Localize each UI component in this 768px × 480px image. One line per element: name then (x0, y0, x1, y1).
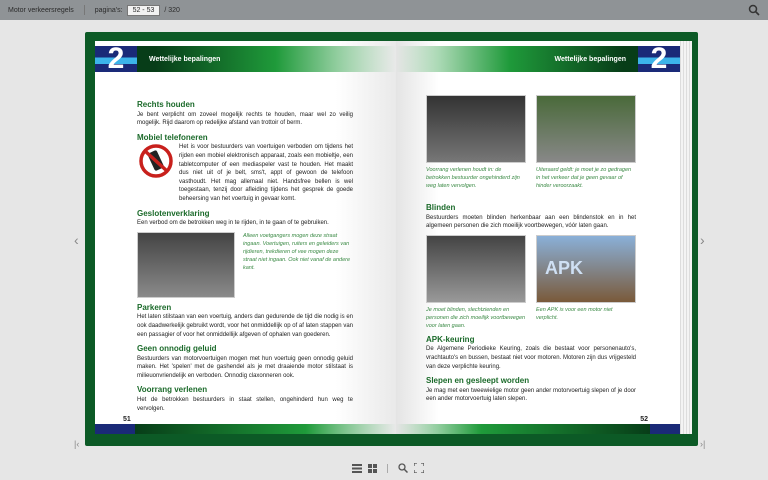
photo-caption: Een APK is voor een motor niet verplicht. (536, 306, 613, 321)
chapter-number: 2 (638, 46, 680, 72)
search-icon[interactable] (748, 4, 760, 16)
section-text: Je bent verplicht om zoveel mogelijk rechts te houden, maar wel zo veilig mogelijk. Rijd daarom op redelijke afstand van trottoir of berm. (137, 111, 353, 127)
pages-total: / 320 (164, 6, 180, 14)
photo-caption: Alleen voetgangers mogen deze straat ingaan. Voertuigen, ruiters en geleiders van rijdieren, trekdieren of vee mogen deze straat niet ingaan. Ook niet vanaf de andere kant. (243, 232, 351, 271)
section-text: De Algemene Periodieke Keuring, zoals die bestaat voor personenauto's, vrachtauto's en bussen, bestaat niet voor motoren. Motoren zijn dus vrijgesteld van deze verplichte keuring. (426, 346, 636, 370)
section-title: Parkeren (137, 302, 172, 312)
section-title: APK-keuring (426, 334, 475, 344)
header-title: Wettelijke bepalingen (149, 55, 221, 63)
photo-caption: Je moet blinden, slechtzienden en personen die zich moeilijk voortbewegen voor laten gaan. (426, 306, 526, 329)
book-title: Motor verkeersregels (8, 6, 74, 14)
no-phone-icon (137, 143, 175, 179)
last-page-button[interactable]: ›| (700, 439, 706, 449)
divider (387, 464, 388, 473)
page-edges (680, 41, 692, 434)
chapter-header (95, 42, 396, 75)
section-text: Bestuurders van motorvoertuigen mogen met hun voertuig geen onnodig geluid maken. Het 'spelen' met de gashendel als je met draaiende motor stilstaat is milieuonvriendelijk en verboden. Onnodig claxonneren ook. (137, 355, 353, 379)
section-title: Geen onnodig geluid (137, 344, 217, 354)
section-title: Slepen en gesleept worden (426, 376, 530, 386)
top-toolbar (0, 0, 768, 20)
list-view-icon[interactable] (352, 464, 362, 473)
chapter-number: 2 (95, 46, 137, 72)
street-photo (137, 232, 235, 298)
grid-view-icon[interactable] (368, 464, 377, 473)
section-text: Je mag met een tweewielige motor geen ander motorvoertuig slepen of je door een ander motorvoertuig laten slepen. (426, 387, 636, 403)
footer-bar (95, 424, 396, 434)
section-title: Rechts houden (137, 100, 195, 109)
photo-caption: Voorrang verlenen houdt in: de betrokken bestuurder ongehinderd zijn weg laten vervolgen. (426, 167, 520, 189)
pages-label: pagina's: (94, 6, 123, 14)
divider (84, 5, 85, 15)
footer-bar (396, 424, 680, 434)
book (85, 32, 698, 446)
fullscreen-icon[interactable] (414, 463, 424, 473)
motorcycle-photo (426, 95, 526, 163)
left-content (137, 95, 353, 413)
next-page-button[interactable]: › (700, 232, 705, 248)
first-page-button[interactable]: |‹ (74, 439, 80, 449)
section-text: Het is voor bestuurders van voertuigen verboden om tijdens het rijden een mobiel elektronisch apparaat, zoals een mobieltje, een tabletcomputer of een mediaspeler vast te houden. Het maakt dus niet uit of je belt, sms't, appt of gewoon de telefoon vasthoudt. Het mag allemaal niet. Handsfree bellen is wel toegestaan, tenzij door afleiding tijdens het gesprek de goede beheersing van het voertuig in gevaar komt. (179, 144, 353, 202)
section-title: Geslotenverklaring (137, 208, 210, 218)
section-text: Bestuurders moeten blinden herkenbaar aan een blindenstok en in het algemeen personen die zich moeilijk voortbewegen, vóór laten gaan. (426, 214, 636, 230)
right-page[interactable] (396, 41, 680, 434)
page-number: 52 (640, 416, 648, 423)
section-title: Voorrang verlenen (137, 385, 208, 395)
page-number: 51 (123, 416, 131, 423)
photo-caption: Uiteraard geldt: je moet je zo gedragen in het verkeer dat je geen gevaar of hinder veroorzaakt. (536, 167, 632, 189)
right-content (426, 95, 636, 404)
section-text: Het laten stilstaan van een voertuig, anders dan gedurende de tijd die nodig is en ook daadwerkelijk gebruikt wordt, voor het onmiddellijk op of af laten stappen van een passagier of voor het onmiddellijk afgeven of ophalen van goederen. (137, 314, 353, 338)
chapter-header (396, 42, 680, 75)
zoom-icon[interactable] (398, 463, 408, 473)
page-number-input[interactable]: 52 - 53 (127, 5, 161, 16)
header-title: Wettelijke bepalingen (554, 55, 626, 63)
section-title: Mobiel telefoneren (137, 132, 208, 142)
car-photo (536, 95, 636, 163)
bottom-toolbar (352, 463, 424, 473)
section-text: Het de betrokken bestuurders in staat stellen, ongehinderd hun weg te vervolgen. (137, 397, 353, 412)
apk-photo: APK (536, 235, 636, 303)
prev-page-button[interactable]: ‹ (74, 232, 79, 248)
section-text: Een verbod om de betrokken weg in te rijden, in te gaan of te gebruiken. (137, 220, 329, 227)
section-title: Blinden (426, 203, 456, 212)
left-page[interactable] (95, 41, 396, 434)
blind-cane-photo (426, 235, 526, 303)
